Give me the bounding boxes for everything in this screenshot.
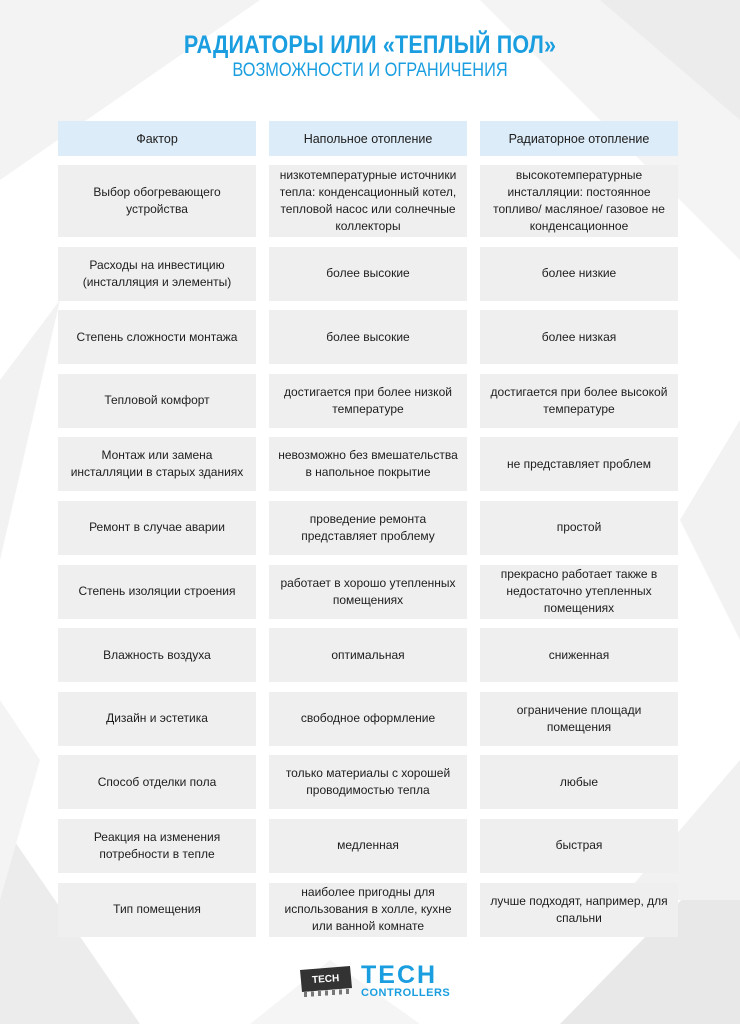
- table-header: [58, 121, 678, 156]
- radiator-cell: лучше подходят, например, для спальни: [480, 883, 678, 937]
- floor-cell: достигается при более низкой температуре: [269, 374, 467, 428]
- factor-cell: Ремонт в случае аварии: [58, 501, 256, 555]
- table-row: [58, 247, 678, 301]
- comparison-table: [58, 121, 678, 946]
- table-row: [58, 310, 678, 364]
- factor-cell: Реакция на изменения потребности в тепле: [58, 819, 256, 873]
- table-row: [58, 883, 678, 937]
- factor-cell: Степень изоляции строения: [58, 565, 256, 619]
- floor-cell: оптимальная: [269, 628, 467, 682]
- table-row: [58, 755, 678, 809]
- table-row: [58, 565, 678, 619]
- factor-cell: Тепловой комфорт: [58, 374, 256, 428]
- factor-cell: Влажность воздуха: [58, 628, 256, 682]
- floor-cell: наиболее пригодны для использования в холле, кухне или ванной комнате: [269, 883, 467, 937]
- factor-cell: Способ отделки пола: [58, 755, 256, 809]
- radiator-cell: высокотемпературные инсталляции: постоянное топливо/ масляное/ газовое не конденсационное: [480, 165, 678, 237]
- factor-cell: Дизайн и эстетика: [58, 692, 256, 746]
- table-row: [58, 165, 678, 237]
- factor-cell: Выбор обогревающего устройства: [58, 165, 256, 237]
- floor-cell: более высокие: [269, 247, 467, 301]
- floor-cell: свободное оформление: [269, 692, 467, 746]
- chip-icon: [296, 964, 354, 998]
- factor-cell: Степень сложности монтажа: [58, 310, 256, 364]
- radiator-cell: быстрая: [480, 819, 678, 873]
- table-row: [58, 819, 678, 873]
- factor-cell: Тип помещения: [58, 883, 256, 937]
- column-header-factor: Фактор: [58, 121, 256, 156]
- radiator-cell: прекрасно работает также в недостаточно утепленных помещениях: [480, 565, 678, 619]
- column-header-floor-heating: Напольное отопление: [269, 121, 467, 156]
- floor-cell: работает в хорошо утепленных помещениях: [269, 565, 467, 619]
- floor-cell: более высокие: [269, 310, 467, 364]
- floor-cell: медленная: [269, 819, 467, 873]
- floor-cell: проведение ремонта представляет проблему: [269, 501, 467, 555]
- floor-cell: только материалы с хорошей проводимостью тепла: [269, 755, 467, 809]
- table-row: [58, 628, 678, 682]
- chip-label: TECH: [311, 973, 340, 986]
- table-row: [58, 692, 678, 746]
- radiator-cell: ограничение площади помещения: [480, 692, 678, 746]
- floor-cell: низкотемпературные источники тепла: конденсационный котел, тепловой насос или солнечные коллекторы: [269, 165, 467, 237]
- table-row: [58, 501, 678, 555]
- radiator-cell: более низкие: [480, 247, 678, 301]
- radiator-cell: любые: [480, 755, 678, 809]
- radiator-cell: простой: [480, 501, 678, 555]
- radiator-cell: не представляет проблем: [480, 437, 678, 491]
- radiator-cell: достигается при более высокой температуре: [480, 374, 678, 428]
- brand-name-tech: TECH: [361, 961, 438, 989]
- column-header-radiator-heating: Радиаторное отопление: [480, 121, 678, 156]
- brand-name-controllers: CONTROLLERS: [361, 987, 451, 999]
- header: [0, 30, 740, 82]
- radiator-cell: сниженная: [480, 628, 678, 682]
- factor-cell: Монтаж или замена инсталляции в старых зданиях: [58, 437, 256, 491]
- radiator-cell: более низкая: [480, 310, 678, 364]
- page-title: РАДИАТОРЫ ИЛИ «ТЕПЛЫЙ ПОЛ»: [183, 31, 557, 59]
- floor-cell: невозможно без вмешательства в напольное покрытие: [269, 437, 467, 491]
- table-row: [58, 437, 678, 491]
- factor-cell: Расходы на инвестицию (инсталляция и элементы): [58, 247, 256, 301]
- brand-logo: [296, 962, 456, 1002]
- page-subtitle: ВОЗМОЖНОСТИ И ОГРАНИЧЕНИЯ: [232, 60, 508, 81]
- table-row: [58, 374, 678, 428]
